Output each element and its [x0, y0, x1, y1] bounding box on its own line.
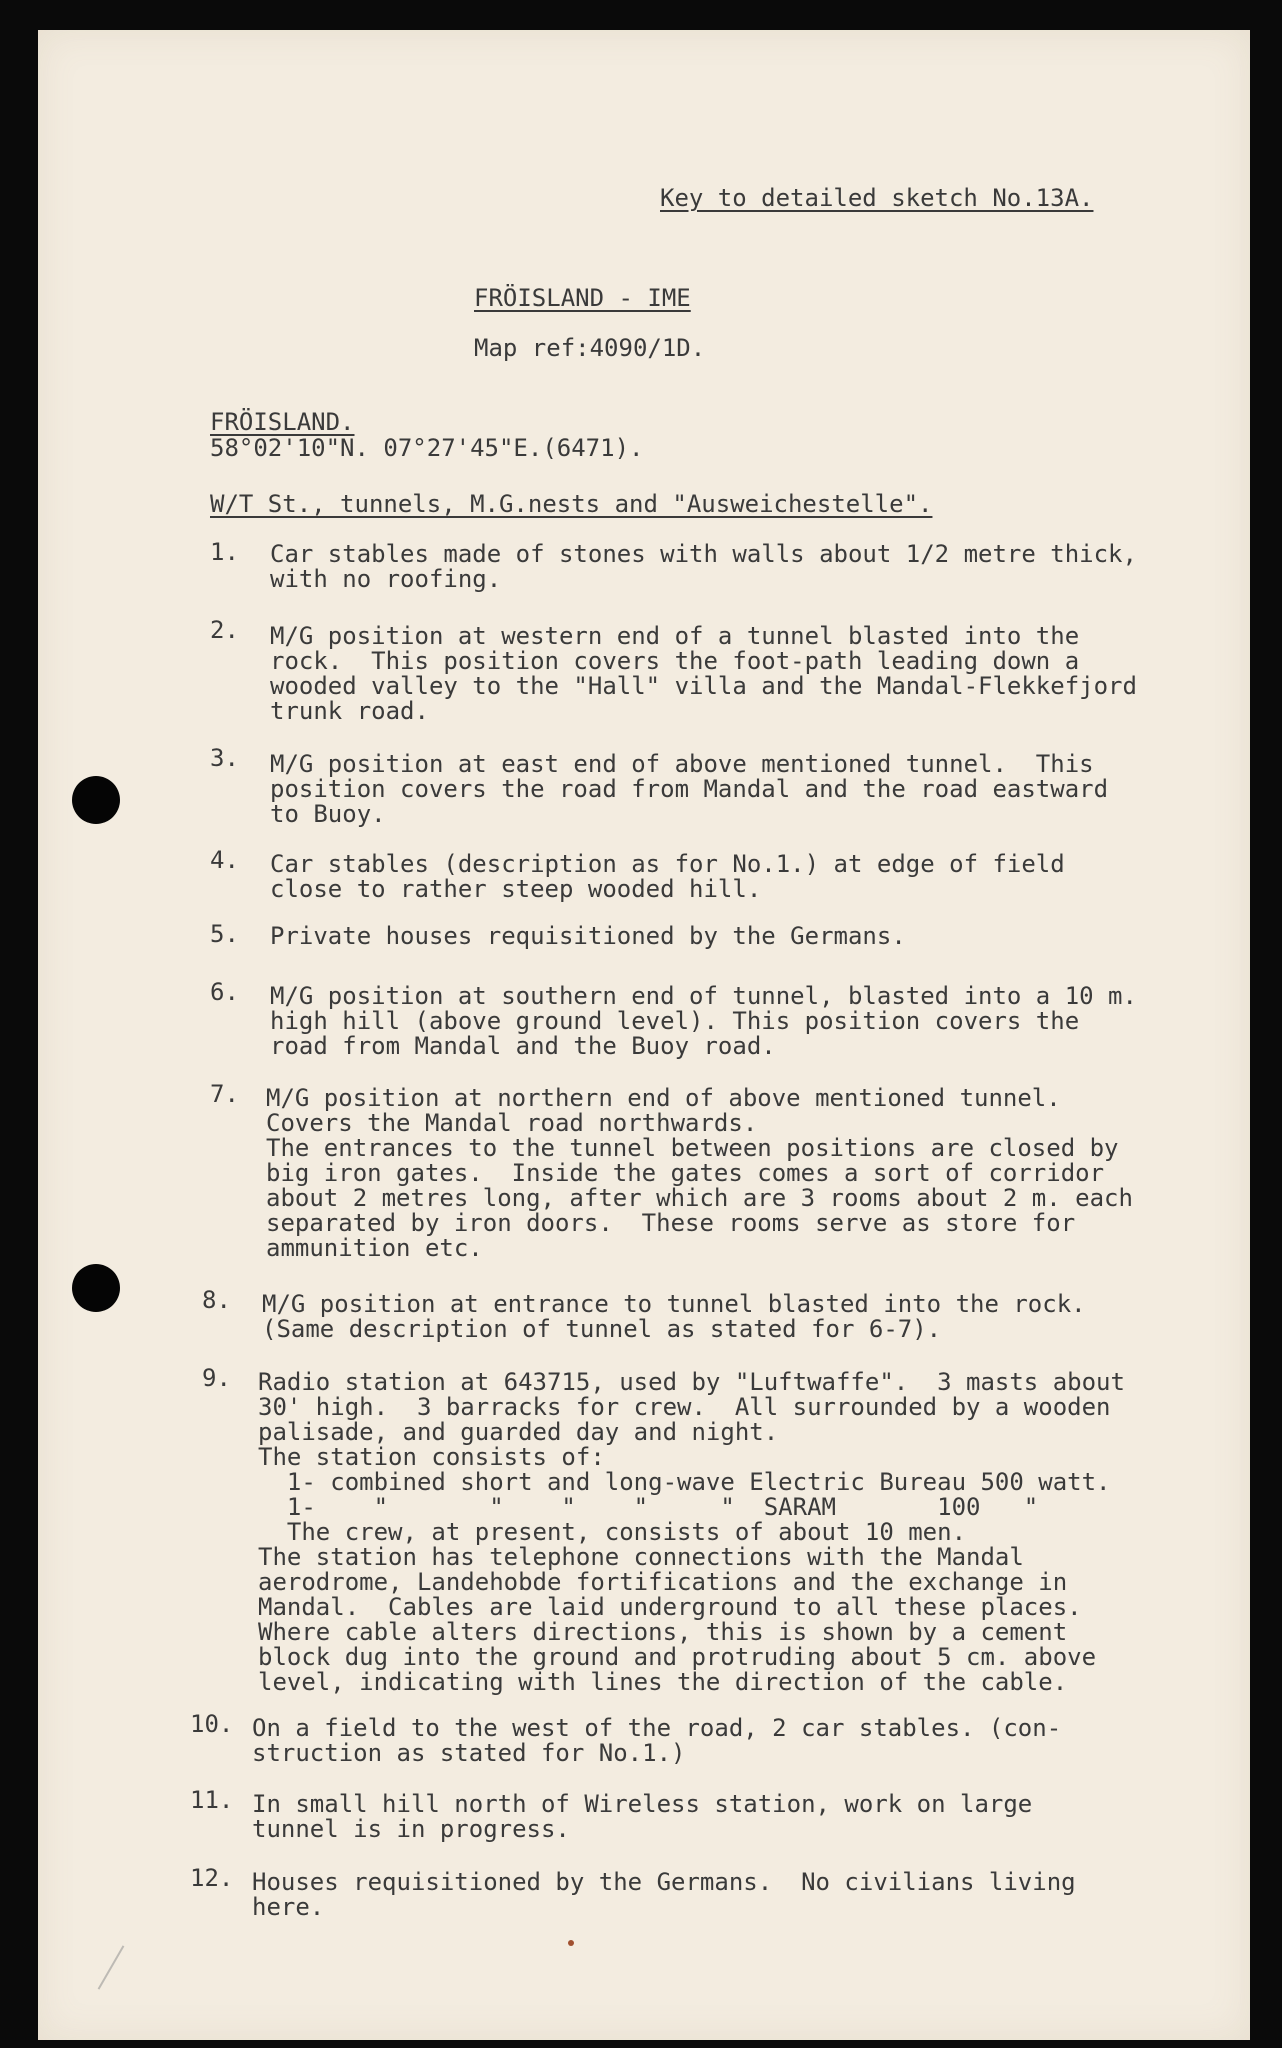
item-text: M/G position at northern end of above mentioned tunnel. Covers the Mandal road northwards. The entrances to the tunnel between positions are closed by big iron gates. Inside the gates comes a sort of corridor about 2 metres long, after which are 3 rooms about 2 m. each separated by iron doors. These rooms serve as store for ammunition etc.: [266, 1084, 1133, 1262]
item-text: Private houses requisitioned by the Germans.: [270, 922, 906, 950]
item-number: 2.: [210, 616, 239, 644]
item-number: 8.: [202, 1286, 231, 1314]
item-number: 9.: [202, 1364, 231, 1392]
item-number: 7.: [210, 1080, 239, 1108]
item-number: 4.: [210, 846, 239, 874]
map-reference: Map ref:4090/1D.: [474, 334, 706, 362]
location-subject: W/T St., tunnels, M.G.nests and "Ausweichestelle".: [210, 490, 933, 518]
document-page: [38, 30, 1250, 2040]
ink-spot: [568, 1940, 574, 1946]
item-text: Car stables (description as for No.1.) at edge of field close to rather steep wooded hill.: [270, 850, 1065, 903]
item-text: M/G position at entrance to tunnel blasted into the rock. (Same description of tunnel as stated for 6-7).: [262, 1290, 1086, 1343]
punch-hole-bottom: [72, 1264, 120, 1312]
item-text: Houses requisitioned by the Germans. No civilians living here.: [252, 1868, 1076, 1921]
document-title: FRÖISLAND - IME: [474, 284, 691, 312]
pencil-mark: [98, 1945, 151, 2004]
sketch-key-reference: Key to detailed sketch No.13A.: [660, 184, 1094, 212]
item-text: On a field to the west of the road, 2 car stables. (con- struction as stated for No.1.): [252, 1714, 1062, 1767]
punch-hole-top: [72, 776, 120, 824]
item-number: 1.: [210, 538, 239, 566]
item-number: 10.: [190, 1710, 234, 1738]
item-number: 3.: [210, 744, 239, 772]
item-text: Radio station at 643715, used by "Luftwaffe". 3 masts about 30' high. 3 barracks for crew. All surrounded by a wooden palisade, and guarded day and night. The station consists of: 1- combined short and long-wave Electric Bureau 500 watt. 1- " " " " " SARAM 100 " The crew, at present, consists of about 10 men. The station has telephone connections with the Mandal aerodrome, Landehobde fortifications and the exchange in Mandal. Cables are laid underground to all these places. Where cable alters directions, this is shown by a cement block dug into the ground and protruding about 5 cm. above level, indicating with lines the direction of the cable.: [258, 1368, 1125, 1696]
item-text: In small hill north of Wireless station, work on large tunnel is in progress.: [252, 1790, 1033, 1843]
location-name: FRÖISLAND.: [210, 408, 355, 436]
location-coordinates: 58°02'10"N. 07°27'45"E.(6471).: [210, 434, 644, 462]
item-text: M/G position at western end of a tunnel blasted into the rock. This position covers the foot-path leading down a wooded valley to the "Hall" villa and the Mandal-Flekkefjord trunk road.: [270, 622, 1137, 725]
item-number: 6.: [210, 978, 239, 1006]
item-text: M/G position at east end of above mentioned tunnel. This position covers the road from Mandal and the road eastward to Buoy.: [270, 750, 1109, 828]
item-text: Car stables made of stones with walls about 1/2 metre thick, with no roofing.: [270, 540, 1137, 593]
item-number: 5.: [210, 920, 239, 948]
item-number: 11.: [190, 1786, 234, 1814]
item-text: M/G position at southern end of tunnel, blasted into a 10 m. high hill (above ground level). This position covers the road from Mandal and the Buoy road.: [270, 982, 1137, 1060]
item-number: 12.: [190, 1864, 234, 1892]
